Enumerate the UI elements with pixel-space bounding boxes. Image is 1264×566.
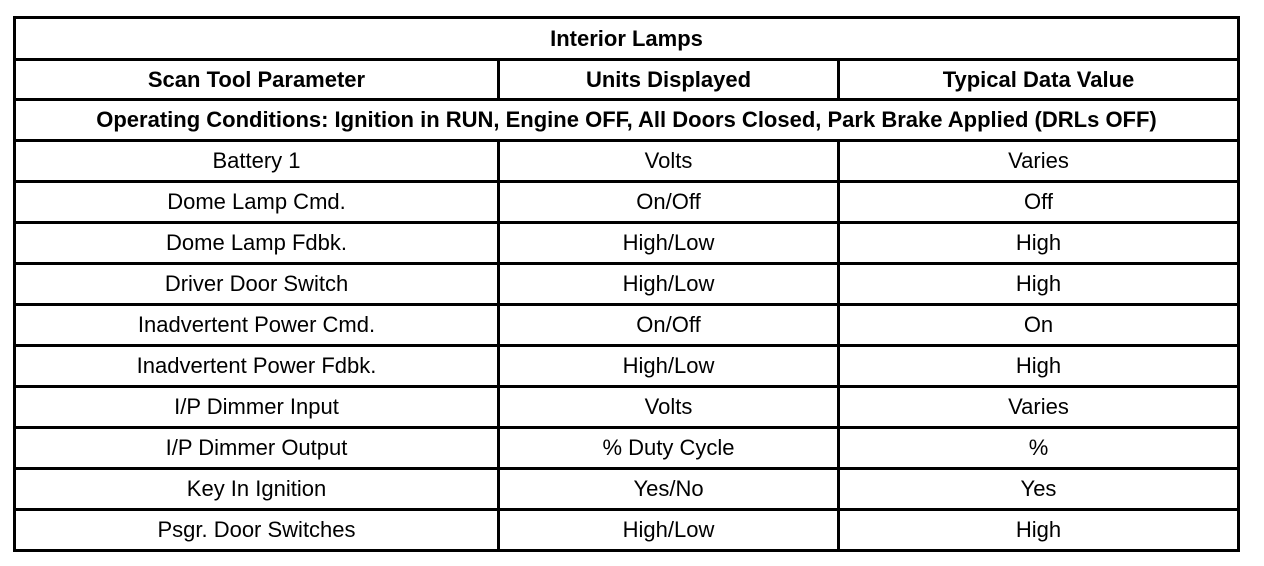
parameter-cell: Driver Door Switch [15,264,499,305]
table-row [15,182,1239,223]
units-cell: High/Low [499,346,839,387]
table-header-row [15,60,1239,100]
parameter-cell: I/P Dimmer Input [15,387,499,428]
header-typical-data-value: Typical Data Value [839,60,1239,100]
table-row [15,387,1239,428]
units-cell: On/Off [499,182,839,223]
table-row [15,346,1239,387]
value-cell: Varies [839,387,1239,428]
operating-conditions-row [15,100,1239,141]
header-scan-tool-parameter: Scan Tool Parameter [15,60,499,100]
value-cell: Varies [839,141,1239,182]
parameter-cell: Key In Ignition [15,469,499,510]
table-row [15,223,1239,264]
units-cell: On/Off [499,305,839,346]
value-cell: % [839,428,1239,469]
parameter-cell: Dome Lamp Fdbk. [15,223,499,264]
units-cell: Volts [499,141,839,182]
table-row [15,469,1239,510]
units-cell: % Duty Cycle [499,428,839,469]
parameter-cell: Dome Lamp Cmd. [15,182,499,223]
units-cell: High/Low [499,223,839,264]
header-units-displayed: Units Displayed [499,60,839,100]
value-cell: High [839,223,1239,264]
value-cell: High [839,264,1239,305]
parameter-cell: Battery 1 [15,141,499,182]
table-title: Interior Lamps [15,18,1239,60]
table-row [15,264,1239,305]
interior-lamps-table [13,16,1240,552]
value-cell: High [839,510,1239,551]
units-cell: High/Low [499,264,839,305]
value-cell: High [839,346,1239,387]
units-cell: Volts [499,387,839,428]
parameter-cell: Psgr. Door Switches [15,510,499,551]
parameter-cell: Inadvertent Power Fdbk. [15,346,499,387]
parameter-cell: Inadvertent Power Cmd. [15,305,499,346]
table-row [15,510,1239,551]
table-row [15,141,1239,182]
units-cell: Yes/No [499,469,839,510]
value-cell: Off [839,182,1239,223]
table-row [15,305,1239,346]
value-cell: Yes [839,469,1239,510]
value-cell: On [839,305,1239,346]
units-cell: High/Low [499,510,839,551]
table-title-row [15,18,1239,60]
operating-conditions: Operating Conditions: Ignition in RUN, Engine OFF, All Doors Closed, Park Brake Applied (DRLs OFF) [15,100,1239,141]
parameter-cell: I/P Dimmer Output [15,428,499,469]
table-row [15,428,1239,469]
